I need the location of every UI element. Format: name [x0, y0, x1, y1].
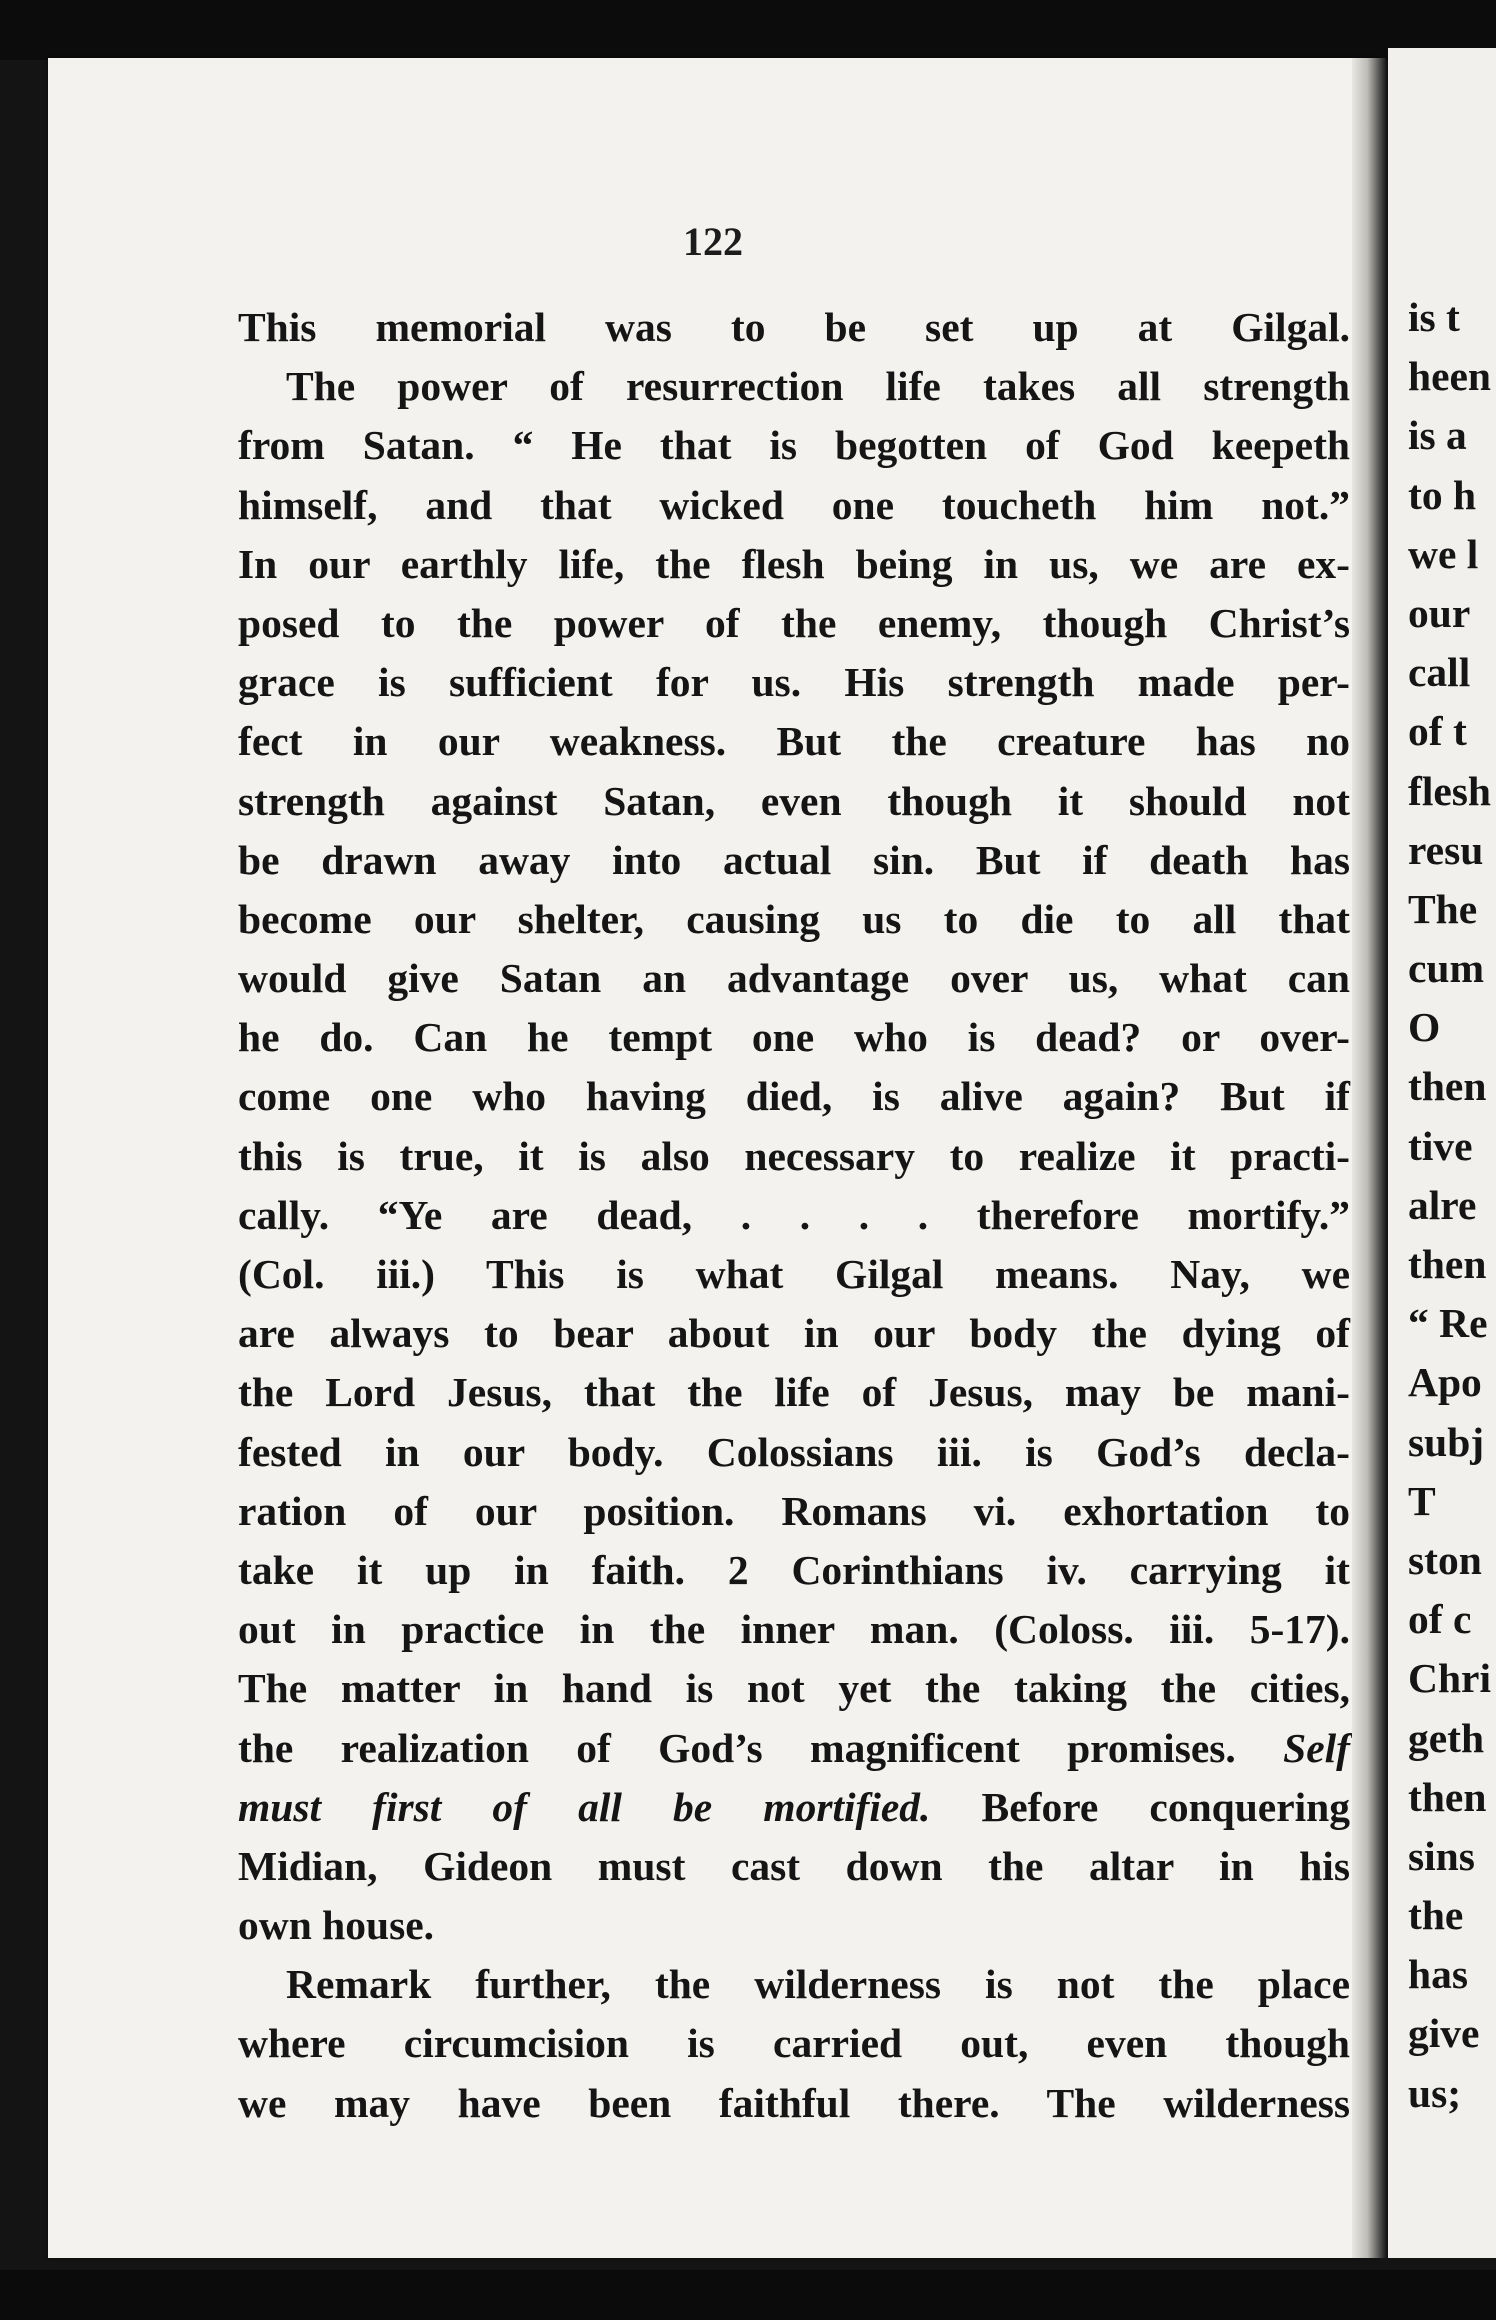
right-book-page-partial [1388, 48, 1496, 2258]
page-text-block [238, 298, 1350, 2133]
text-line: the Lord Jesus, that the life of Jesus, may be mani- [238, 1369, 1350, 1416]
text-fragment: the [1408, 1892, 1464, 1939]
scan-top-border [0, 0, 1496, 60]
text-fragment: subj [1408, 1418, 1485, 1465]
text-line: would give Satan an advantage over us, what can [238, 955, 1350, 1002]
text-line: fested in our body. Colossians iii. is God’s decla- [238, 1428, 1350, 1475]
text-fragment: geth [1408, 1714, 1485, 1761]
text-line: cally. “Ye are dead, . . . . therefore mortify.” [238, 1191, 1350, 1238]
text-line: become our shelter, causing us to die to all that [238, 895, 1350, 942]
italic-fragment: must first of all be mortified. [238, 1783, 931, 1830]
text-fragment: resu [1408, 826, 1484, 873]
text-line: ration of our position. Romans vi. exhortation to [238, 1487, 1350, 1534]
text-fragment: give [1408, 2010, 1480, 2057]
text-fragment: we l [1408, 530, 1479, 577]
text-line: The power of resurrection life takes all strength [286, 363, 1350, 410]
text-line: strength against Satan, even though it should not [238, 777, 1350, 824]
text-line: own house. [238, 1902, 435, 1949]
text-fragment: Chri [1408, 1655, 1491, 1702]
text-line: out in practice in the inner man. (Coloss. iii. 5-17). [238, 1606, 1350, 1653]
text-fragment: the realization of God’s magnificent promises. [238, 1724, 1236, 1771]
text-fragment: sins [1408, 1832, 1475, 1879]
text-fragment: has [1408, 1951, 1468, 1998]
text-line: come one who having died, is alive again? But if [238, 1073, 1350, 1120]
text-fragment: of t [1408, 708, 1467, 755]
text-fragment: call [1408, 649, 1471, 696]
text-line: we may have been faithful there. The wilderness [238, 2079, 1350, 2126]
book-gutter-shadow [1352, 58, 1386, 2258]
text-fragment: tive [1408, 1122, 1473, 1169]
text-line: take it up in faith. 2 Corinthians iv. carrying it [238, 1546, 1350, 1593]
text-fragment: O [1408, 1004, 1441, 1051]
text-line: himself, and that wicked one toucheth him not.” [238, 481, 1350, 528]
text-line: fect in our weakness. But the creature has no [238, 718, 1350, 765]
text-line: where circumcision is carried out, even though [238, 2020, 1350, 2067]
text-fragment: alre [1408, 1181, 1477, 1228]
text-line: posed to the power of the enemy, though Christ’s [238, 599, 1350, 646]
text-line: are always to bear about in our body the dying of [238, 1310, 1350, 1357]
text-line-with-italic [238, 1778, 1350, 1837]
text-fragment: to h [1408, 471, 1477, 518]
text-fragment: The [1408, 885, 1478, 932]
text-line: from Satan. “ He that is begotten of God keepeth [238, 422, 1350, 469]
page-number: 122 [683, 219, 743, 264]
text-fragment: of c [1408, 1596, 1472, 1643]
text-line: The matter in hand is not yet the taking the cities, [238, 1665, 1350, 1712]
scan-bottom-border [0, 2270, 1496, 2320]
text-fragment: then [1408, 1063, 1487, 1110]
text-fragment: then [1408, 1773, 1487, 1820]
text-line: This memorial was to be set up at Gilgal. [238, 304, 1350, 350]
italic-fragment: Self [1283, 1724, 1351, 1771]
left-book-page [48, 58, 1378, 2258]
text-line: Remark further, the wilderness is not the place [286, 1961, 1350, 2008]
text-line: be drawn away into actual sin. But if death has [238, 836, 1350, 883]
text-line: grace is sufficient for us. His strength made per- [238, 659, 1350, 706]
text-fragment: “ Re [1408, 1300, 1488, 1347]
text-fragment: Apo [1408, 1359, 1482, 1406]
text-line: this is true, it is also necessary to realize it practi- [238, 1132, 1350, 1179]
text-fragment: us; [1408, 2069, 1462, 2116]
text-line: In our earthly life, the flesh being in us, we are ex- [238, 540, 1350, 587]
text-fragment: our [1408, 589, 1471, 636]
text-fragment: heen [1408, 353, 1491, 400]
text-fragment: ston [1408, 1536, 1482, 1583]
text-fragment: T [1408, 1477, 1436, 1524]
right-page-text-fragments [1408, 288, 1496, 2123]
text-line: he do. Can he tempt one who is dead? or over- [238, 1014, 1350, 1061]
text-fragment: then [1408, 1241, 1487, 1287]
text-fragment: flesh [1408, 767, 1491, 814]
text-fragment: is t [1408, 294, 1460, 340]
text-line: Midian, Gideon must cast down the altar in his [238, 1842, 1350, 1889]
text-fragment: is a [1408, 412, 1467, 459]
text-line-with-italic [238, 1719, 1350, 1778]
text-line: (Col. iii.) This is what Gilgal means. Nay, we [238, 1251, 1350, 1297]
text-fragment: Before conquering [981, 1783, 1351, 1830]
text-fragment: cum [1408, 945, 1485, 992]
